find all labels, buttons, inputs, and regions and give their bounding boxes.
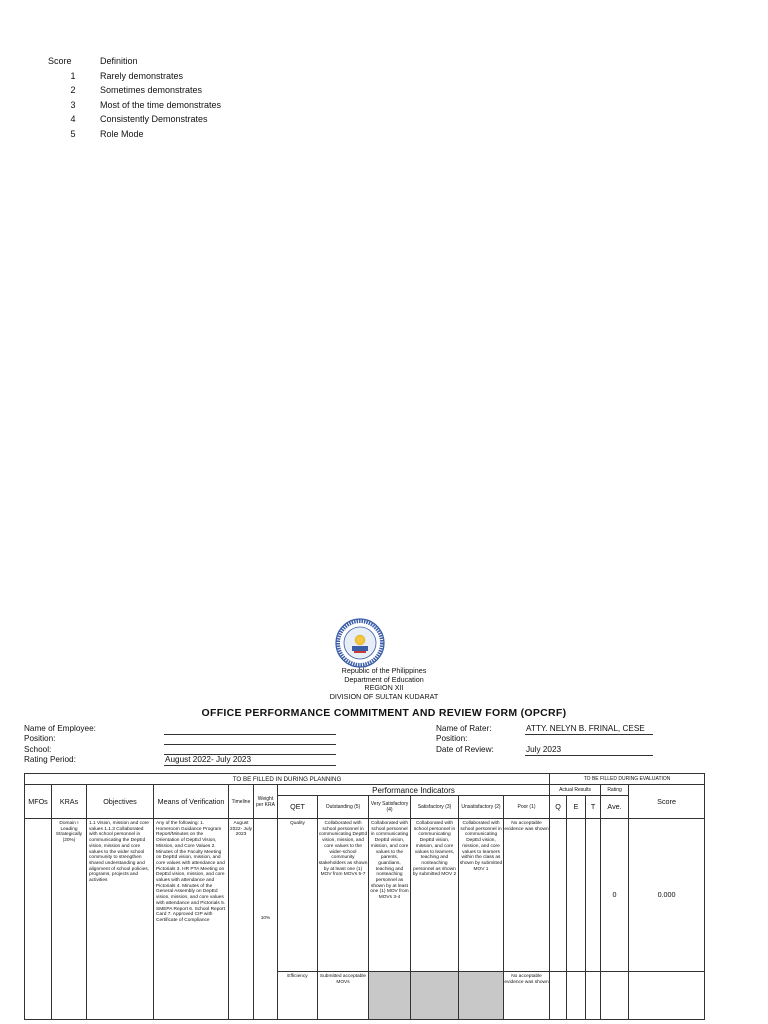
mfo-cell <box>25 819 52 1020</box>
rating-header: Rating <box>601 785 629 796</box>
quality-ave: 0 <box>601 819 629 972</box>
rating-period-value: August 2022- July 2023 <box>165 755 252 764</box>
objective-cell: 1.1 Vision, mission and core values 1.1.3 Collaborated with school personnel in communicating the DepEd vision, mission and core values to the wider school community to strengthen shared understanding and alignment of school policies, programs, projects and activities <box>87 819 154 1020</box>
col-ave: Ave. <box>601 796 629 819</box>
letterhead-republic: Republic of the Philippines <box>341 666 427 675</box>
col-poor: Poor (1) <box>504 796 550 819</box>
col-qet: QET <box>278 796 318 819</box>
rater-position-label: Position: <box>436 734 468 744</box>
kra-cell: Domain I Leading Strategically (20%) <box>52 819 87 1020</box>
col-score: Score <box>629 785 705 819</box>
efficiency-outstanding: Submitted acceptable MOVs <box>318 972 369 1020</box>
letterhead-division: DIVISION OF SULTAN KUDARAT <box>329 691 439 701</box>
score-header: Score <box>48 56 72 66</box>
rater-name-value: ATTY. NELYN B. FRINAL, CESE <box>526 724 645 733</box>
review-date-label: Date of Review: <box>436 744 494 754</box>
qet-efficiency: Efficiency <box>278 972 318 1020</box>
table-row <box>25 819 705 972</box>
quality-q-input[interactable] <box>550 819 567 972</box>
employee-name-label: Name of Employee: <box>24 724 96 733</box>
col-unsatisfactory: Unsatisfactory (2) <box>459 796 504 819</box>
efficiency-very-satisfactory <box>369 972 411 1020</box>
score-row: 3 Most of the time demonstrates <box>70 99 222 110</box>
rater-info-labels <box>436 724 494 755</box>
quality-outstanding: Collaborated with school personnel in communicating DepEd vision, mission, and core values to the wider-school community stakeholders as shown by at least one (1) MOV from MOVs 5-7 <box>318 819 369 972</box>
score-row: 2 Sometimes demonstrates <box>70 85 203 96</box>
col-means-of-verification: Means of Verification <box>154 785 229 819</box>
rating-period-field[interactable] <box>164 765 336 766</box>
col-t: T <box>586 796 601 819</box>
col-outstanding: Outstanding (5) <box>318 796 369 819</box>
efficiency-poor: No acceptable evidence was shown <box>504 972 550 1020</box>
efficiency-e-input[interactable] <box>567 972 586 1020</box>
evaluation-header: TO BE FILLED DURING EVALUATION <box>550 774 705 785</box>
score-row: 1 Rarely demonstrates <box>70 70 184 81</box>
col-q: Q <box>550 796 567 819</box>
employee-name-field[interactable] <box>164 734 336 735</box>
col-objectives: Objectives <box>87 785 154 819</box>
employee-info-labels <box>24 724 96 765</box>
means-cell: Any of the following: 1. Homeroom Guidance Program Report/Minutes on the Orientation of DepEd Vision, Mission, and Core Values 2. Minutes of the Faculty Meeting on DepEd vision, mission, and core values with attendance and Pictorials 3. HR PTA Meeting on DepEd vision, mission, and core values with attendance and Pictorials 4. Minutes of the General Assembly on DepEd vision, mission, and core values with attendance and Pictorials 5. SMEPA Report 6. School Report Card 7. Approved CIP with Certificate of Compliance <box>154 819 229 1020</box>
form-title: OFFICE PERFORMANCE COMMITMENT AND REVIEW FORM (OPCRF) <box>201 707 567 719</box>
quality-unsatisfactory: Collaborated with school personnel in communicating DepEd vision, mission, and core values to learners within the class as shown by submitted MOV 1 <box>459 819 504 972</box>
quality-satisfactory: Collaborated with school personnel in communicating DepEd vision, mission, and core values to learners, teaching and nonteaching personnel as shown by submitted MOV 2 <box>411 819 459 972</box>
col-timeline: Timeline <box>229 785 254 819</box>
col-mfos: MFOs <box>25 785 52 819</box>
letterhead-department: Department of Education <box>344 674 424 684</box>
position-label: Position: <box>24 734 56 744</box>
rating-period-label: Rating Period: <box>24 754 76 764</box>
performance-indicators-header: Performance Indicators <box>278 785 550 796</box>
efficiency-t-input[interactable] <box>586 972 601 1020</box>
efficiency-satisfactory <box>411 972 459 1020</box>
efficiency-score <box>629 972 705 1020</box>
score-row: 5 Role Mode <box>70 128 144 139</box>
letterhead <box>0 667 768 701</box>
rater-name-field[interactable] <box>525 734 653 735</box>
review-date-field[interactable] <box>525 755 653 756</box>
qet-quality: Quality <box>278 819 318 972</box>
quality-e-input[interactable] <box>567 819 586 972</box>
col-very-satisfactory: Very Satisfactory (4) <box>369 796 411 819</box>
efficiency-unsatisfactory <box>459 972 504 1020</box>
opcrf-table <box>24 773 705 1020</box>
deped-seal-icon <box>335 618 385 668</box>
position-field[interactable] <box>164 744 336 745</box>
planning-header: TO BE FILLED IN DURING PLANNING <box>25 774 550 785</box>
timeline-cell: August 2022- July 2023 <box>229 819 254 1020</box>
definition-header: Definition <box>100 56 138 66</box>
efficiency-ave <box>601 972 629 1020</box>
weight-cell: 10% <box>254 819 278 1020</box>
quality-score: 0.000 <box>629 819 705 972</box>
col-kras: KRAs <box>52 785 87 819</box>
actual-results-header: Actual Results <box>550 785 601 796</box>
review-date-value: July 2023 <box>526 745 562 754</box>
quality-poor: No acceptable evidence was shown <box>504 819 550 972</box>
quality-very-satisfactory: Collaborated with school personnel in communicating DepEd vision, mission, and core values to the parents, guardians, teaching and nonteaching personnel as shown by at least one (1) MOV from MOVs 3-4 <box>369 819 411 972</box>
col-weight: Weight per KRA <box>254 785 278 819</box>
efficiency-q-input[interactable] <box>550 972 567 1020</box>
school-label: School: <box>24 744 52 754</box>
col-satisfactory: Satisfactory (3) <box>411 796 459 819</box>
col-e: E <box>567 796 586 819</box>
quality-t-input[interactable] <box>586 819 601 972</box>
score-key <box>48 54 221 142</box>
rater-name-label: Name of Rater: <box>436 724 492 733</box>
score-row: 4 Consistently Demonstrates <box>70 114 208 125</box>
letterhead-region: REGION XII <box>364 683 404 693</box>
